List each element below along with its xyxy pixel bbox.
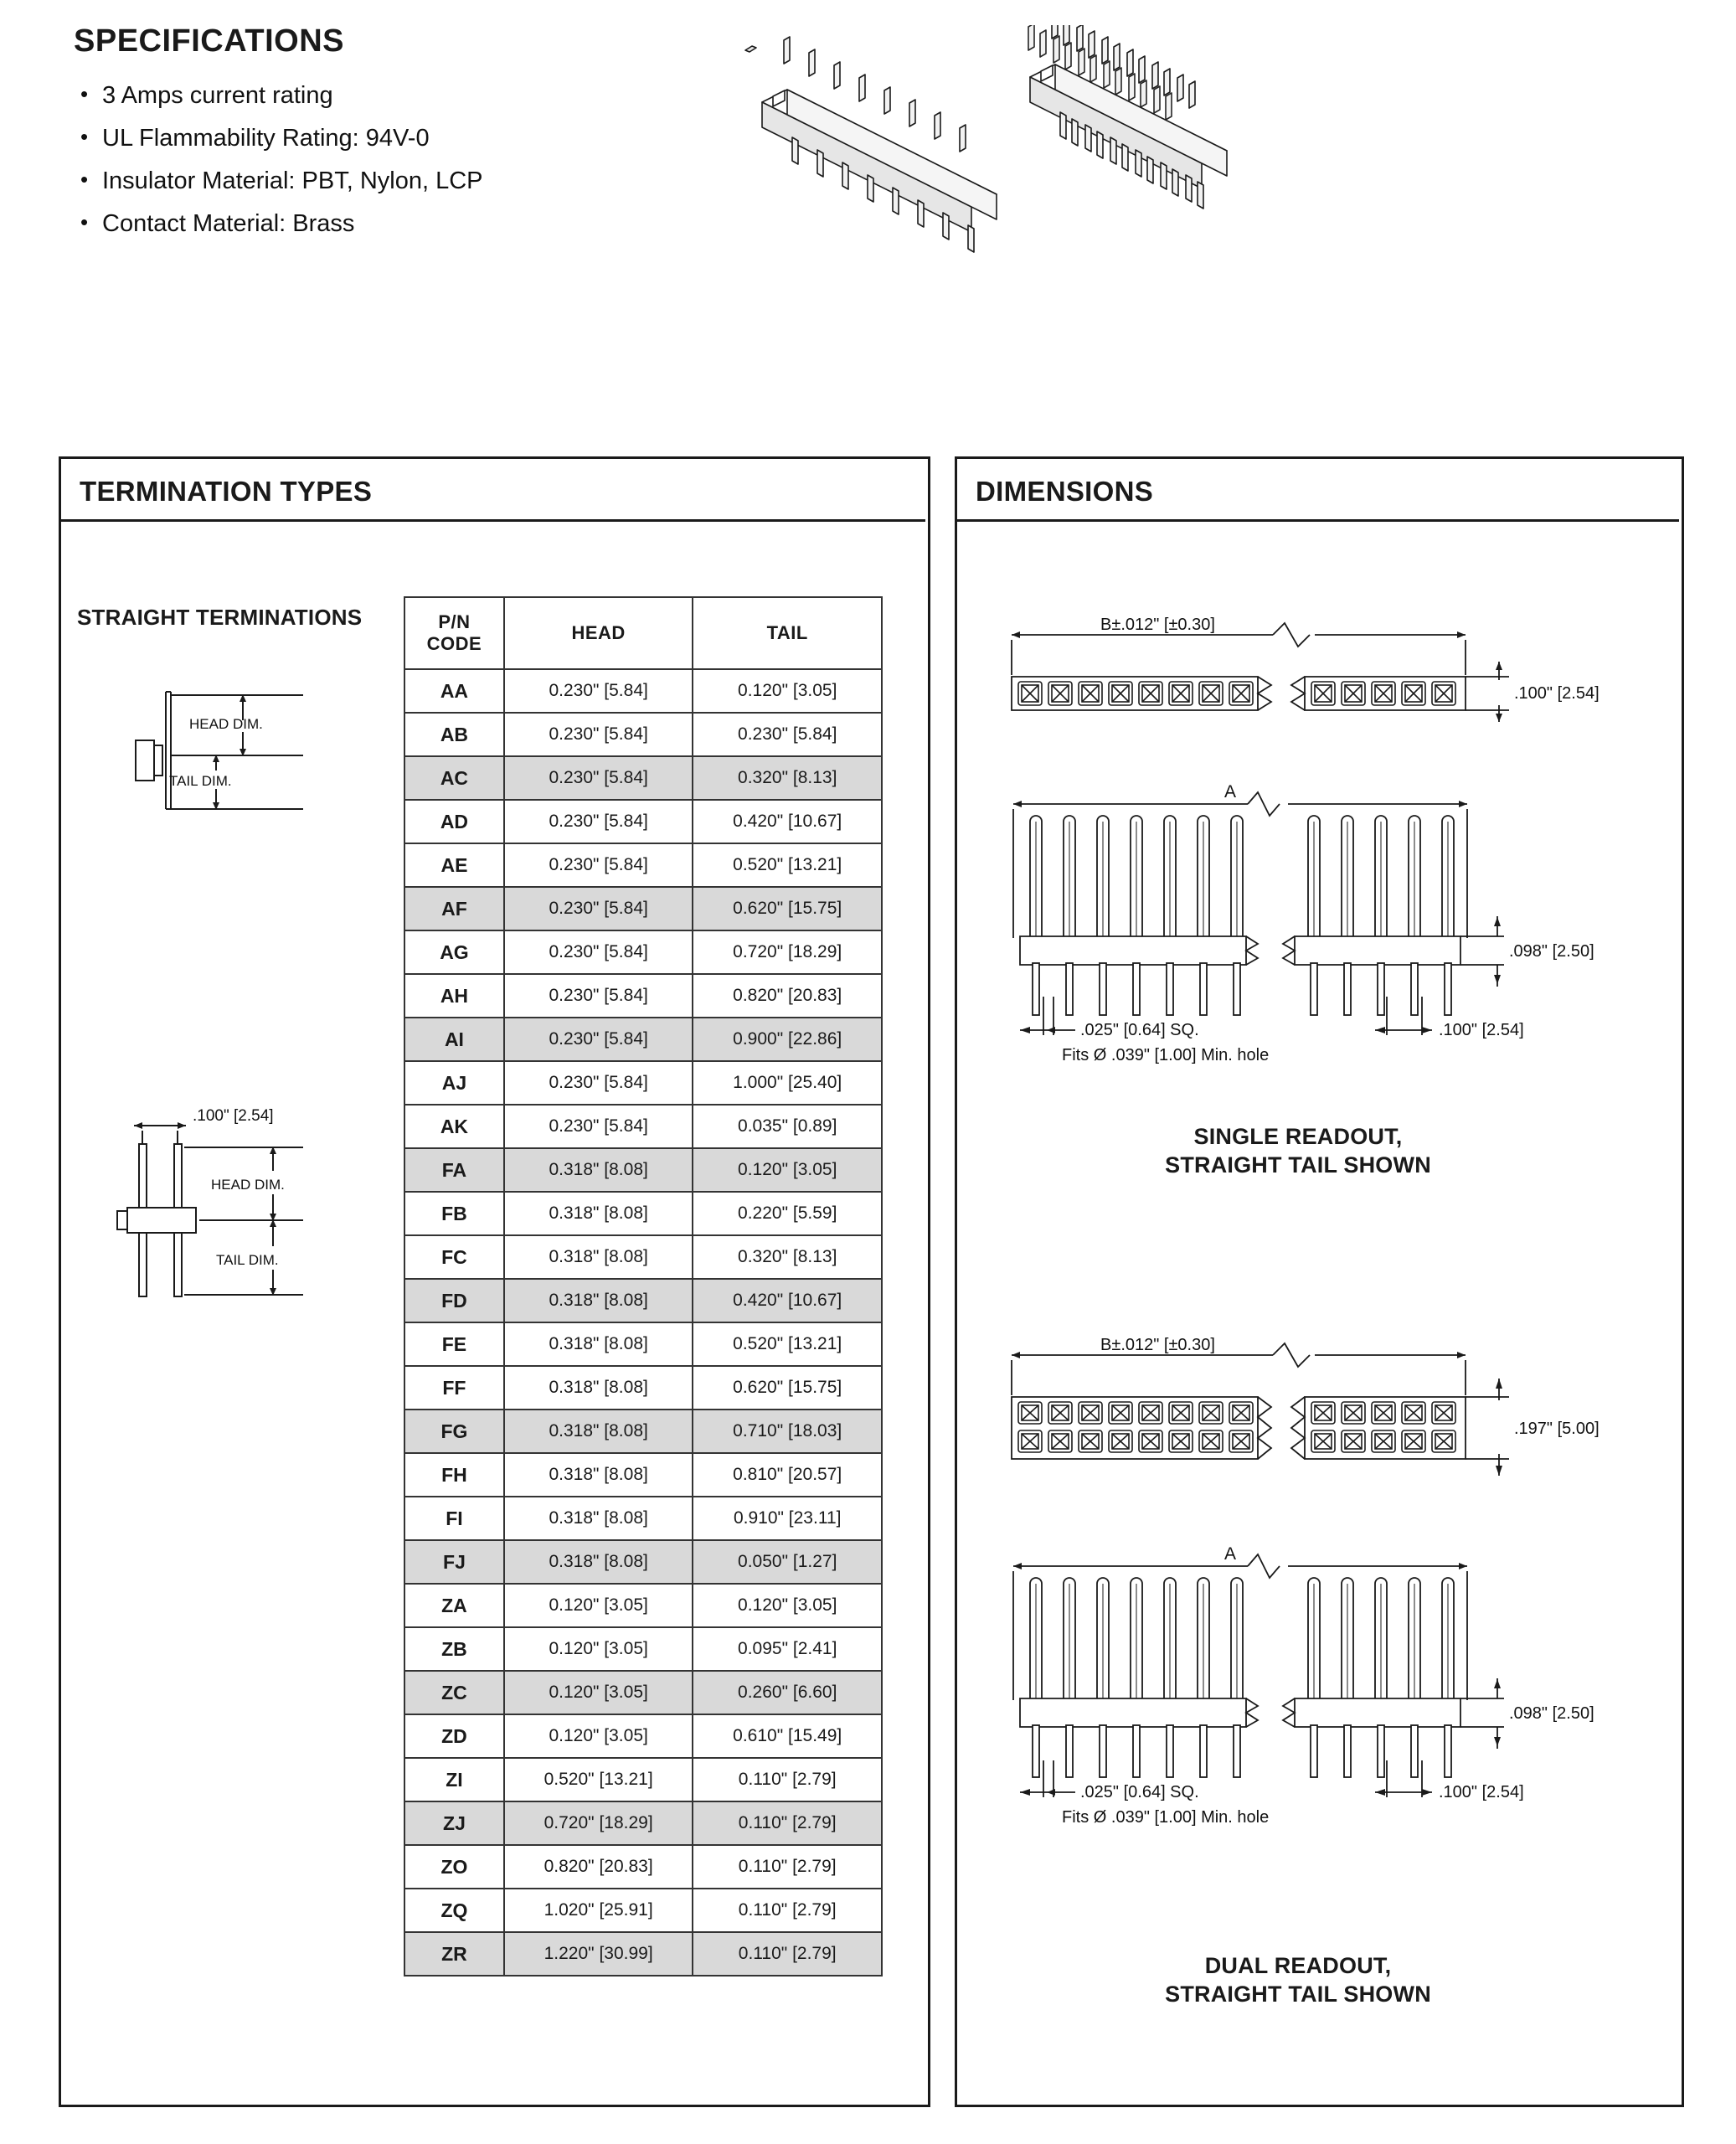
termination-types-title: TERMINATION TYPES: [80, 476, 373, 507]
height-dim-label: .098" [2.50]: [1509, 942, 1594, 961]
spec-item-text: Insulator Material: PBT, Nylon, LCP: [102, 168, 483, 194]
table-row: [404, 1801, 882, 1845]
pitch-bottom-label: .100" [2.54]: [1439, 1783, 1524, 1801]
square-pin-note: .025" [0.64] SQ.: [1080, 1783, 1199, 1801]
single-readout-side-view: [997, 779, 1633, 1106]
straight-termination-diagram-1: [109, 662, 394, 871]
b-dimension-label: B±.012" [±0.30]: [1100, 616, 1215, 634]
cell-tail-dim: 0.230" [5.84]: [693, 713, 882, 756]
tail-dim-label: TAIL DIM.: [216, 1252, 279, 1268]
list-item: [80, 210, 667, 237]
pitch-bottom-label: .100" [2.54]: [1439, 1021, 1524, 1039]
cell-head-dim: 0.230" [5.84]: [504, 930, 693, 974]
cell-tail-dim: 0.420" [10.67]: [693, 800, 882, 843]
a-dimension-label: A: [1224, 1544, 1237, 1564]
dual-readout-side-view: [997, 1541, 1633, 1893]
cell-head-dim: 0.318" [8.08]: [504, 1410, 693, 1453]
cell-head-dim: 0.230" [5.84]: [504, 713, 693, 756]
caption-line-2: STRAIGHT TAIL SHOWN: [1165, 1152, 1431, 1178]
list-item: [80, 125, 667, 152]
cell-tail-dim: 0.120" [3.05]: [693, 1584, 882, 1627]
single-readout-top-view: [997, 611, 1633, 754]
cell-tail-dim: 0.095" [2.41]: [693, 1627, 882, 1671]
cell-head-dim: 0.318" [8.08]: [504, 1540, 693, 1584]
cell-head-dim: 0.820" [20.83]: [504, 1845, 693, 1889]
cell-tail-dim: 0.110" [2.79]: [693, 1801, 882, 1845]
cell-head-dim: 0.230" [5.84]: [504, 1018, 693, 1061]
cell-pn-code: AK: [404, 1105, 504, 1148]
spec-item-text: UL Flammability Rating: 94V-0: [102, 125, 430, 152]
head-dim-label: HEAD DIM.: [189, 716, 263, 732]
cell-pn-code: AB: [404, 713, 504, 756]
cell-tail-dim: 0.110" [2.79]: [693, 1889, 882, 1932]
dual-readout-top-view: [997, 1332, 1633, 1499]
table-row: [404, 1192, 882, 1235]
list-item: [80, 168, 667, 194]
cell-tail-dim: 0.820" [20.83]: [693, 974, 882, 1018]
cell-head-dim: 0.120" [3.05]: [504, 1584, 693, 1627]
cell-head-dim: 1.020" [25.91]: [504, 1889, 693, 1932]
table-row: [404, 1279, 882, 1322]
caption-line-1: DUAL READOUT,: [1204, 1953, 1392, 1978]
cell-pn-code: FE: [404, 1322, 504, 1366]
cell-pn-code: ZQ: [404, 1889, 504, 1932]
spec-item-text: 3 Amps current rating: [102, 82, 333, 109]
cell-tail-dim: 0.420" [10.67]: [693, 1279, 882, 1322]
hole-note: Fits Ø .039" [1.00] Min. hole: [1062, 1808, 1270, 1827]
table-row: [404, 1845, 882, 1889]
b-dimension-label: B±.012" [±0.30]: [1100, 1336, 1215, 1354]
divider: [955, 519, 1679, 522]
cell-tail-dim: 0.220" [5.59]: [693, 1192, 882, 1235]
row-spacing-label: .197" [5.00]: [1514, 1420, 1599, 1438]
table-row: [404, 1018, 882, 1061]
table-row: [404, 843, 882, 887]
cell-tail-dim: 0.720" [18.29]: [693, 930, 882, 974]
table-row: [404, 1366, 882, 1410]
cell-head-dim: 0.230" [5.84]: [504, 800, 693, 843]
caption-line-1: SINGLE READOUT,: [1193, 1124, 1403, 1149]
cell-head-dim: 0.318" [8.08]: [504, 1366, 693, 1410]
table-row: [404, 1627, 882, 1671]
cell-head-dim: 0.120" [3.05]: [504, 1627, 693, 1671]
cell-pn-code: FH: [404, 1453, 504, 1497]
table-row: [404, 1758, 882, 1801]
single-readout-caption: [1005, 1122, 1591, 1179]
pn-code-table: [404, 596, 883, 1976]
table-row: [404, 1061, 882, 1105]
cell-head-dim: 1.220" [30.99]: [504, 1932, 693, 1976]
table-row: [404, 974, 882, 1018]
table-row: [404, 669, 882, 713]
table-row: [404, 1584, 882, 1627]
specifications-list: [80, 82, 667, 253]
cell-head-dim: 0.318" [8.08]: [504, 1497, 693, 1540]
cell-tail-dim: 0.260" [6.60]: [693, 1671, 882, 1714]
cell-tail-dim: 0.910" [23.11]: [693, 1497, 882, 1540]
cell-tail-dim: 0.710" [18.03]: [693, 1410, 882, 1453]
cell-pn-code: AJ: [404, 1061, 504, 1105]
cell-head-dim: 0.230" [5.84]: [504, 974, 693, 1018]
cell-pn-code: AD: [404, 800, 504, 843]
hole-note: Fits Ø .039" [1.00] Min. hole: [1062, 1046, 1270, 1064]
dimensions-title: DIMENSIONS: [976, 476, 1154, 507]
cell-head-dim: 0.230" [5.84]: [504, 887, 693, 930]
cell-tail-dim: 0.810" [20.57]: [693, 1453, 882, 1497]
spec-item-text: Contact Material: Brass: [102, 210, 355, 237]
cell-pn-code: FF: [404, 1366, 504, 1410]
caption-line-2: STRAIGHT TAIL SHOWN: [1165, 1982, 1431, 2007]
table-row: [404, 1714, 882, 1758]
cell-head-dim: 0.318" [8.08]: [504, 1235, 693, 1279]
cell-tail-dim: 0.320" [8.13]: [693, 756, 882, 800]
table-row: [404, 756, 882, 800]
table-row: [404, 1932, 882, 1976]
cell-tail-dim: 1.000" [25.40]: [693, 1061, 882, 1105]
table-row: [404, 1497, 882, 1540]
pn-header-line1: P/N: [438, 611, 471, 632]
cell-pn-code: FB: [404, 1192, 504, 1235]
cell-head-dim: 0.318" [8.08]: [504, 1148, 693, 1192]
table-row: [404, 930, 882, 974]
head-dim-label: HEAD DIM.: [211, 1177, 285, 1193]
cell-head-dim: 0.230" [5.84]: [504, 843, 693, 887]
pitch-label: .100" [2.54]: [193, 1107, 274, 1125]
column-header-head: HEAD: [504, 597, 693, 669]
cell-tail-dim: 0.120" [3.05]: [693, 669, 882, 713]
cell-pn-code: FA: [404, 1148, 504, 1192]
dual-readout-caption: [1005, 1951, 1591, 2008]
bullet-icon: •: [80, 81, 89, 106]
cell-pn-code: AA: [404, 669, 504, 713]
table-row: [404, 887, 882, 930]
bullet-icon: •: [80, 167, 89, 192]
cell-pn-code: AE: [404, 843, 504, 887]
cell-tail-dim: 0.320" [8.13]: [693, 1235, 882, 1279]
table-row: [404, 1235, 882, 1279]
table-row: [404, 713, 882, 756]
cell-tail-dim: 0.900" [22.86]: [693, 1018, 882, 1061]
cell-pn-code: FJ: [404, 1540, 504, 1584]
cell-pn-code: ZO: [404, 1845, 504, 1889]
cell-head-dim: 0.230" [5.84]: [504, 1105, 693, 1148]
cell-head-dim: 0.318" [8.08]: [504, 1192, 693, 1235]
bullet-icon: •: [80, 124, 89, 149]
pn-header-line2: CODE: [426, 633, 482, 654]
cell-head-dim: 0.318" [8.08]: [504, 1279, 693, 1322]
cell-pn-code: ZD: [404, 1714, 504, 1758]
cell-pn-code: FI: [404, 1497, 504, 1540]
cell-tail-dim: 0.620" [15.75]: [693, 1366, 882, 1410]
cell-pn-code: AH: [404, 974, 504, 1018]
cell-head-dim: 0.120" [3.05]: [504, 1671, 693, 1714]
table-row: [404, 1322, 882, 1366]
height-dim-label: .098" [2.50]: [1509, 1704, 1594, 1723]
cell-pn-code: ZA: [404, 1584, 504, 1627]
cell-tail-dim: 0.120" [3.05]: [693, 1148, 882, 1192]
divider: [59, 519, 925, 522]
cell-pn-code: ZI: [404, 1758, 504, 1801]
table-row: [404, 1671, 882, 1714]
cell-pn-code: AF: [404, 887, 504, 930]
table-row: [404, 1540, 882, 1584]
specifications-title: SPECIFICATIONS: [74, 23, 344, 59]
straight-termination-diagram-2: [109, 1106, 394, 1382]
list-item: [80, 82, 667, 109]
cell-head-dim: 0.230" [5.84]: [504, 1061, 693, 1105]
cell-tail-dim: 0.520" [13.21]: [693, 843, 882, 887]
table-row: [404, 1453, 882, 1497]
cell-tail-dim: 0.520" [13.21]: [693, 1322, 882, 1366]
column-header-tail: TAIL: [693, 597, 882, 669]
cell-pn-code: ZC: [404, 1671, 504, 1714]
table-row: [404, 1410, 882, 1453]
cell-pn-code: AI: [404, 1018, 504, 1061]
table-row: [404, 1889, 882, 1932]
cell-pn-code: ZB: [404, 1627, 504, 1671]
cell-head-dim: 0.318" [8.08]: [504, 1453, 693, 1497]
square-pin-note: .025" [0.64] SQ.: [1080, 1021, 1199, 1039]
cell-pn-code: FC: [404, 1235, 504, 1279]
cell-tail-dim: 0.110" [2.79]: [693, 1932, 882, 1976]
cell-tail-dim: 0.610" [15.49]: [693, 1714, 882, 1758]
cell-head-dim: 0.230" [5.84]: [504, 756, 693, 800]
table-header-row: [404, 597, 882, 669]
cell-tail-dim: 0.050" [1.27]: [693, 1540, 882, 1584]
cell-head-dim: 0.120" [3.05]: [504, 1714, 693, 1758]
a-dimension-label: A: [1224, 782, 1237, 801]
table-row: [404, 800, 882, 843]
connector-product-illustration: [737, 25, 1407, 343]
cell-tail-dim: 0.035" [0.89]: [693, 1105, 882, 1148]
cell-pn-code: ZJ: [404, 1801, 504, 1845]
cell-tail-dim: 0.110" [2.79]: [693, 1758, 882, 1801]
cell-tail-dim: 0.620" [15.75]: [693, 887, 882, 930]
cell-pn-code: AC: [404, 756, 504, 800]
straight-terminations-label: STRAIGHT TERMINATIONS: [77, 605, 363, 630]
cell-pn-code: ZR: [404, 1932, 504, 1976]
cell-tail-dim: 0.110" [2.79]: [693, 1845, 882, 1889]
table-row: [404, 1148, 882, 1192]
bullet-icon: •: [80, 209, 89, 234]
cell-pn-code: FD: [404, 1279, 504, 1322]
tail-dim-label: TAIL DIM.: [169, 773, 232, 789]
cell-head-dim: 0.720" [18.29]: [504, 1801, 693, 1845]
cell-pn-code: AG: [404, 930, 504, 974]
column-header-pn-code: [404, 597, 504, 669]
cell-head-dim: 0.318" [8.08]: [504, 1322, 693, 1366]
cell-head-dim: 0.520" [13.21]: [504, 1758, 693, 1801]
table-row: [404, 1105, 882, 1148]
cell-pn-code: FG: [404, 1410, 504, 1453]
pitch-top-label: .100" [2.54]: [1514, 684, 1599, 703]
cell-head-dim: 0.230" [5.84]: [504, 669, 693, 713]
